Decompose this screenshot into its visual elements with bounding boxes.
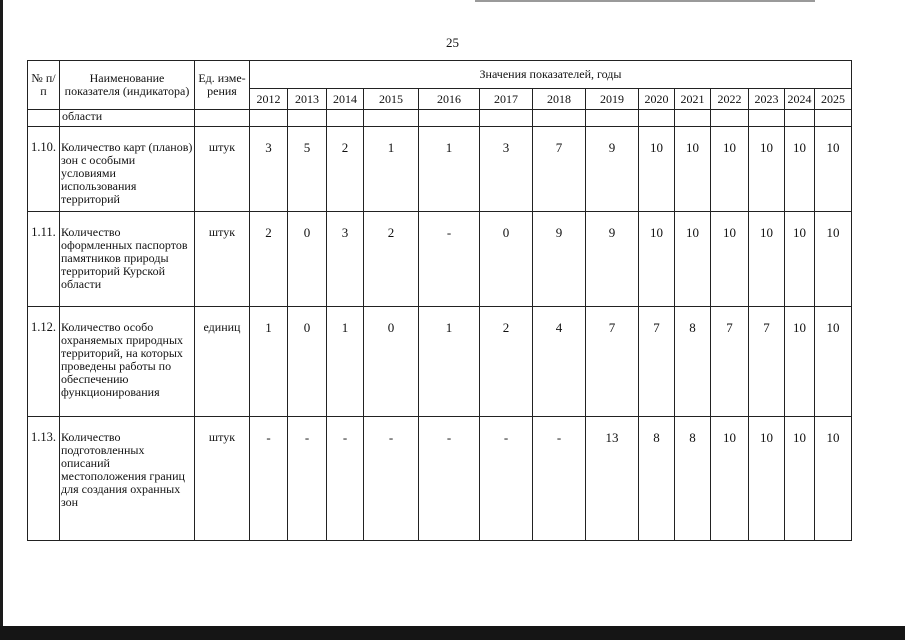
value-cell-2024: 10 [785, 212, 815, 307]
table-row [28, 127, 852, 212]
year-header-2016: 2016 [419, 89, 480, 110]
value-cell-2016: - [419, 212, 480, 307]
value-cell-2025: 10 [815, 307, 852, 417]
value-cell-2021: 10 [675, 127, 711, 212]
value-cell-2024: 10 [785, 127, 815, 212]
unit-cell: штук [195, 417, 250, 541]
year-header-2025: 2025 [815, 89, 852, 110]
year-header-2021: 2021 [675, 89, 711, 110]
value-cell-2021: 10 [675, 212, 711, 307]
header-unit: Ед. изме-рения [195, 61, 250, 110]
unit-cell: штук [195, 212, 250, 307]
row-number: 1.10. [28, 127, 60, 212]
indicator-name: Количество карт (планов) зон с особыми условиями использования территорий [60, 127, 195, 212]
indicator-name: Количество подготовленных описаний местоположения границ для создания охранных зон [60, 417, 195, 541]
value-cell-2022: 10 [711, 417, 749, 541]
year-header-2018: 2018 [533, 89, 586, 110]
cont-value-cell [749, 110, 785, 127]
value-cell-2020: 10 [639, 212, 675, 307]
cont-value-cell [419, 110, 480, 127]
value-cell-2017: 0 [480, 212, 533, 307]
table-row [28, 307, 852, 417]
value-cell-2025: 10 [815, 127, 852, 212]
cont-value-cell [288, 110, 327, 127]
row-number: 1.13. [28, 417, 60, 541]
value-cell-2013: 5 [288, 127, 327, 212]
header-values: Значения показателей, годы [250, 61, 852, 89]
cont-unit-cell [195, 110, 250, 127]
value-cell-2012: 3 [250, 127, 288, 212]
value-cell-2025: 10 [815, 212, 852, 307]
cont-value-cell [639, 110, 675, 127]
value-cell-2016: 1 [419, 307, 480, 417]
cont-value-cell [785, 110, 815, 127]
value-cell-2019: 9 [586, 212, 639, 307]
continuation-row [28, 110, 852, 127]
header-row-1 [28, 61, 852, 89]
indicator-name: Количество особо охраняемых природных территорий, на которых проведены работы по обеспечению функционирования [60, 307, 195, 417]
value-cell-2018: 7 [533, 127, 586, 212]
unit-cell: единиц [195, 307, 250, 417]
value-cell-2019: 9 [586, 127, 639, 212]
table-row [28, 417, 852, 541]
continuation-text: области [60, 110, 195, 127]
indicator-name: Количество оформленных паспортов памятников природы территорий Курской области [60, 212, 195, 307]
value-cell-2021: 8 [675, 417, 711, 541]
value-cell-2014: 1 [327, 307, 364, 417]
value-cell-2022: 10 [711, 127, 749, 212]
cont-num-cell [28, 110, 60, 127]
value-cell-2012: 1 [250, 307, 288, 417]
year-header-2017: 2017 [480, 89, 533, 110]
value-cell-2020: 10 [639, 127, 675, 212]
value-cell-2024: 10 [785, 307, 815, 417]
value-cell-2014: 2 [327, 127, 364, 212]
value-cell-2020: 7 [639, 307, 675, 417]
scan-bottom-edge [0, 626, 905, 640]
value-cell-2019: 13 [586, 417, 639, 541]
year-header-2015: 2015 [364, 89, 419, 110]
scan-left-edge [0, 0, 3, 640]
year-header-2012: 2012 [250, 89, 288, 110]
value-cell-2015: 1 [364, 127, 419, 212]
value-cell-2014: 3 [327, 212, 364, 307]
value-cell-2012: - [250, 417, 288, 541]
header-name: Наименование показателя (индикатора) [60, 61, 195, 110]
cont-value-cell [250, 110, 288, 127]
value-cell-2015: 0 [364, 307, 419, 417]
table-row [28, 212, 852, 307]
year-header-2020: 2020 [639, 89, 675, 110]
value-cell-2022: 7 [711, 307, 749, 417]
value-cell-2023: 10 [749, 417, 785, 541]
value-cell-2013: 0 [288, 307, 327, 417]
value-cell-2014: - [327, 417, 364, 541]
year-header-2024: 2024 [785, 89, 815, 110]
unit-cell: штук [195, 127, 250, 212]
value-cell-2016: - [419, 417, 480, 541]
year-header-2023: 2023 [749, 89, 785, 110]
indicator-table [27, 60, 852, 541]
value-cell-2017: - [480, 417, 533, 541]
cont-value-cell [711, 110, 749, 127]
value-cell-2018: - [533, 417, 586, 541]
cont-value-cell [327, 110, 364, 127]
value-cell-2022: 10 [711, 212, 749, 307]
value-cell-2017: 3 [480, 127, 533, 212]
cont-value-cell [480, 110, 533, 127]
value-cell-2018: 9 [533, 212, 586, 307]
value-cell-2017: 2 [480, 307, 533, 417]
row-number: 1.12. [28, 307, 60, 417]
value-cell-2023: 7 [749, 307, 785, 417]
year-header-2022: 2022 [711, 89, 749, 110]
value-cell-2024: 10 [785, 417, 815, 541]
value-cell-2012: 2 [250, 212, 288, 307]
value-cell-2015: 2 [364, 212, 419, 307]
value-cell-2016: 1 [419, 127, 480, 212]
value-cell-2019: 7 [586, 307, 639, 417]
cont-value-cell [815, 110, 852, 127]
value-cell-2023: 10 [749, 212, 785, 307]
value-cell-2013: - [288, 417, 327, 541]
page-number: 25 [446, 35, 459, 50]
cont-value-cell [533, 110, 586, 127]
year-header-2019: 2019 [586, 89, 639, 110]
value-cell-2025: 10 [815, 417, 852, 541]
scan-top-line [475, 0, 815, 2]
value-cell-2023: 10 [749, 127, 785, 212]
cont-value-cell [586, 110, 639, 127]
row-number: 1.11. [28, 212, 60, 307]
value-cell-2013: 0 [288, 212, 327, 307]
cont-value-cell [364, 110, 419, 127]
cont-value-cell [675, 110, 711, 127]
year-header-2013: 2013 [288, 89, 327, 110]
year-header-2014: 2014 [327, 89, 364, 110]
value-cell-2018: 4 [533, 307, 586, 417]
value-cell-2020: 8 [639, 417, 675, 541]
value-cell-2015: - [364, 417, 419, 541]
value-cell-2021: 8 [675, 307, 711, 417]
header-num: № п/п [28, 61, 60, 110]
